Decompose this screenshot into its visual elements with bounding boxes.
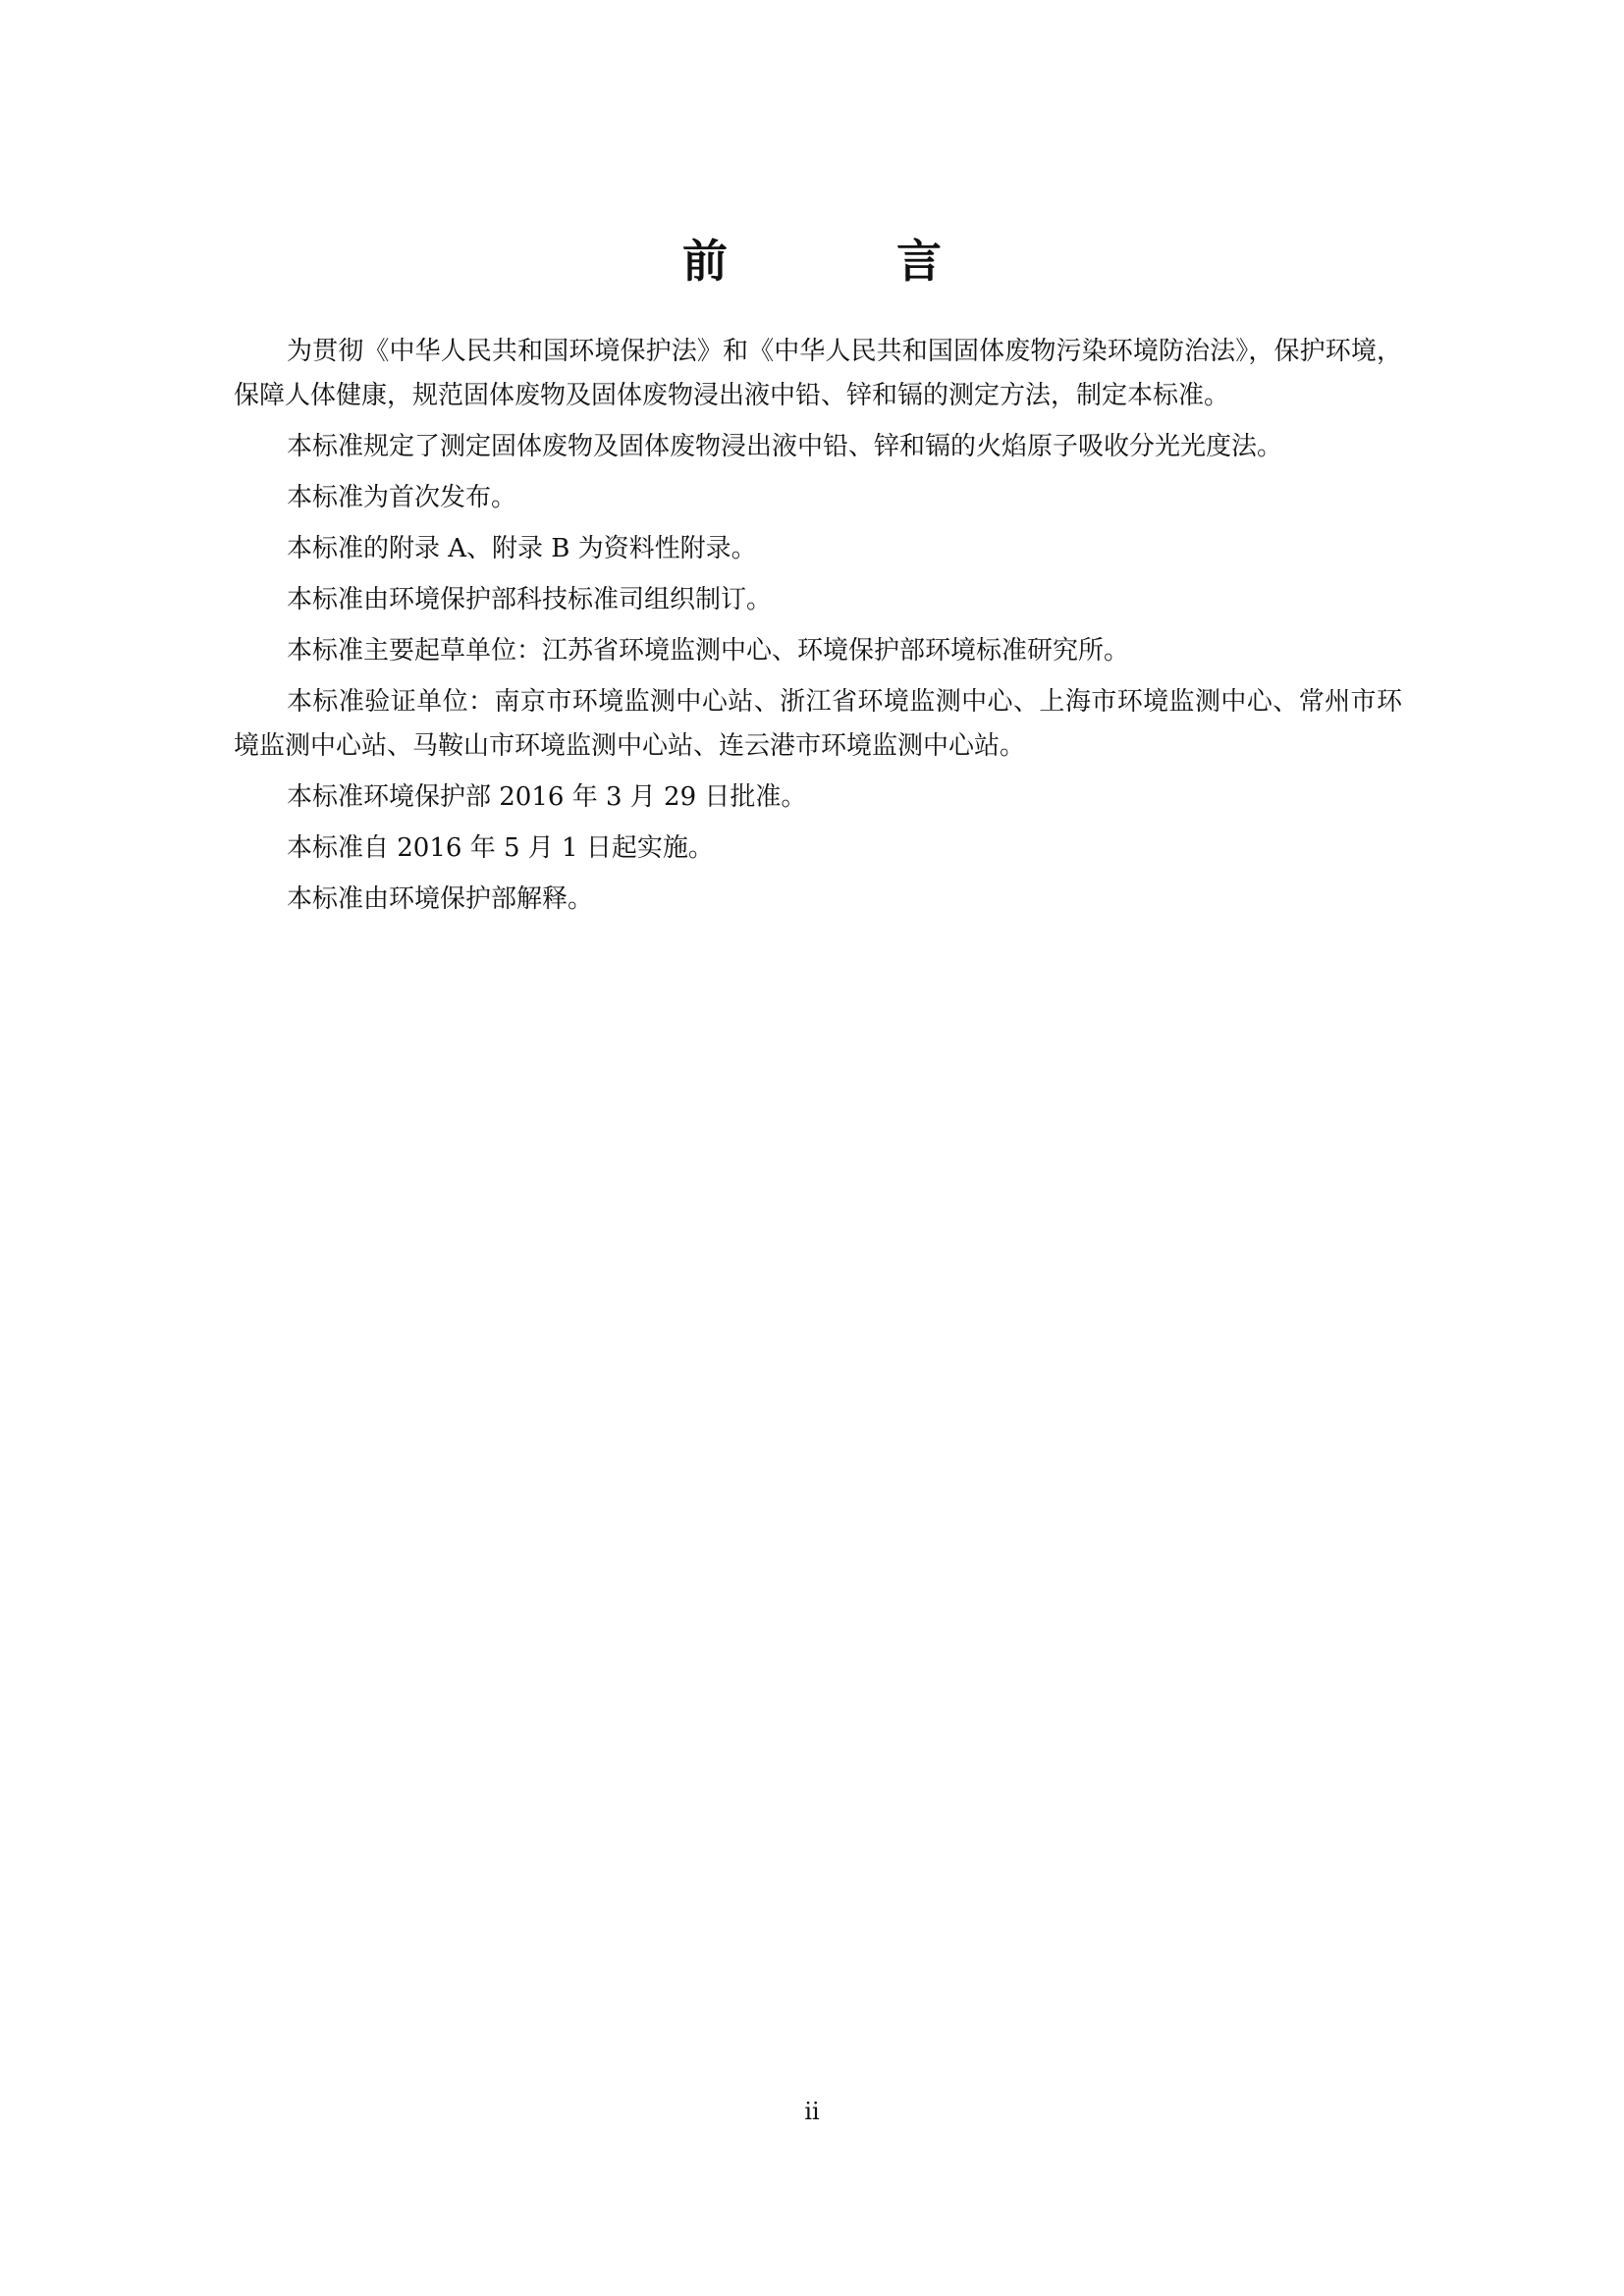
- page-number: ii: [804, 2098, 820, 2125]
- paragraph-effective-date: 本标准自 2016 年 5 月 1 日起实施。: [287, 833, 714, 863]
- paragraph-first-release: 本标准为首次发布。: [287, 483, 517, 512]
- foreword-body: [234, 330, 1402, 929]
- paragraph-scope: 本标准规定了测定固体废物及固体废物浸出液中铅、锌和镉的火焰原子吸收分光光度法。: [287, 432, 1283, 461]
- paragraph-verification-units: 本标准验证单位：南京市环境监测中心站、浙江省环境监测中心、上海市环境监测中心、常州市环境监测中心站、马鞍山市环境监测中心站、连云港市环境监测中心站。: [234, 687, 1402, 761]
- paragraph-interpretation: 本标准由环境保护部解释。: [287, 884, 594, 914]
- page-title: 前 言: [681, 235, 1018, 288]
- paragraph-drafting-units: 本标准主要起草单位：江苏省环境监测中心、环境保护部环境标准研究所。: [287, 636, 1130, 666]
- paragraph-organizer: 本标准由环境保护部科技标准司组织制订。: [287, 585, 773, 614]
- paragraph-purpose: 为贯彻《中华人民共和国环境保护法》和《中华人民共和国固体废物污染环境防治法》，保护环境，保障人体健康，规范固体废物及固体废物浸出液中铅、锌和镉的测定方法，制定本标准。: [234, 337, 1402, 410]
- paragraph-approval-date: 本标准环境保护部 2016 年 3 月 29 日批准。: [287, 782, 807, 812]
- paragraph-appendices: 本标准的附录 A、附录 B 为资料性附录。: [287, 534, 757, 563]
